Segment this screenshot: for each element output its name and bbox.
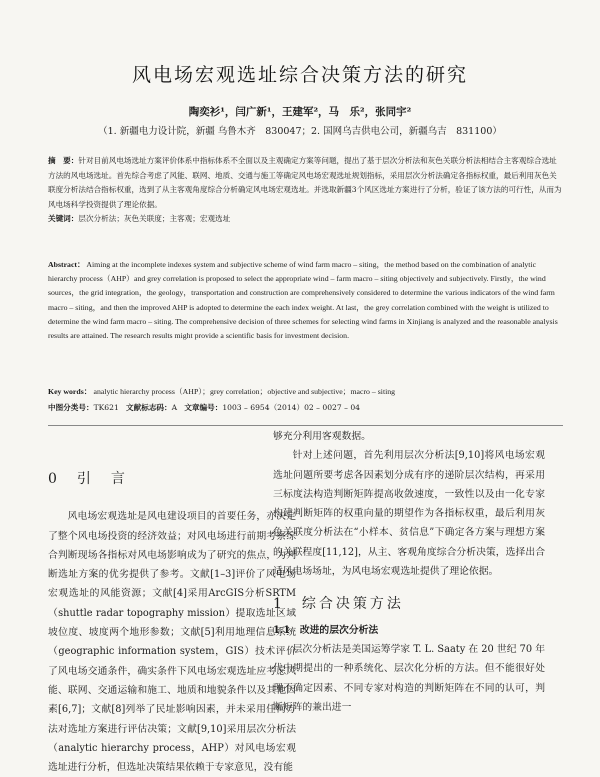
paragraph: 层次分析法是美国运筹学家 T. L. Saaty 在 20 世纪 70 年代中期提出的一种系统化、层次化分析的方法。但不能很好处理不确定因素、不同专家对构造的判断矩阵在不同的认可，判断矩阵的兼出进一: [273, 643, 545, 713]
section-1-heading: 1 综合决策方法: [273, 596, 404, 613]
keywords-en: [48, 386, 563, 397]
affiliation: （1. 新疆电力设计院，新疆 乌鲁木齐 830047；2. 国网乌吉供电公司，新疆乌吉 831100）: [98, 126, 502, 137]
article-id-label: 文章编号：: [184, 403, 223, 412]
paper-title: 风电场宏观选址综合决策方法的研究: [131, 64, 468, 86]
paragraph: 够充分利用客观数据。: [273, 431, 371, 442]
abstract-en-label: Abstract：: [48, 260, 85, 269]
keywords-cn-label: 关键词：: [48, 214, 79, 224]
section-0-heading: 0 引 言: [48, 471, 128, 487]
clc-label: 中图分类号：: [48, 403, 94, 412]
paragraph: 风电场宏观选址是风电建设项目的首要任务，亦决定了整个风电场投资的经济效益；对风电场进行前期考察综合判断现场各指标对风电场影响成为了研究的焦点，为判断选址方案的优劣提供了参考。文献[1–3]评价了风电场宏观选址的风能资源；文献[4]采用ArcGIS分析SRTM（shuttle radar topography mission）提取选址区域坡位度、坡度两个地形参数；文献[5]利用地理信息系统（geographic information system，GIS）技术评价了风电场交通条件，确实条件下风电场宏观选址应考虑风能、联网、交通运输和施工、地质和地貌条件以及其他因素[6,7]；文献[8]列举了民址影响因素，并未采用任何方法对选址方案进行评估决策；文献[9,10]采用层次分析法（analytic hierarchy process，AHP）对风电场宏观选址进行分析，但选址决策结果依赖于专家意见，没有能: [48, 511, 296, 774]
classification-line: [48, 402, 563, 413]
left-column: [48, 470, 296, 777]
abstract-cn-text: 针对目前风电场选址方案评价体系中指标体系不全面以及主观确定方案等问题，提出了基于层次分析法和灰色关联分析法相结合主客观综合选址方法的风电场选址。首先综合考虑了风能、联网、地质、交通与施工等确定风电场宏观选址规划指标，采用层次分析法确定各指标权重，最后利用灰色关联度分析法结合指标权重，选到了从主客观角度综合分析确定风电场宏观选址。并选取新疆3个风区选址方案进行了分析，验证了该方法的可行性，从而为风电场科学投资提供了理论依据。: [48, 156, 562, 209]
keywords-en-label: Key words：: [48, 387, 92, 396]
keywords-cn-text: 层次分析法；灰色关联度；主客观；宏观选址: [78, 214, 231, 224]
right-column: [273, 427, 545, 717]
abstract-cn: [48, 154, 563, 227]
author-list: 陶奕衫¹，闫广新¹，王建军²，马 乐²，张同宇²: [188, 106, 412, 118]
doc-code-value: A: [171, 403, 178, 412]
clc-value: TK621: [93, 403, 119, 412]
abstract-cn-label: 摘 要：: [48, 156, 79, 165]
subsection-1-1-heading: 1.1 改进的层次分析法: [273, 624, 379, 636]
abstract-en-text: Aiming at the incomplete indexes system and subjective scheme of wind farm macro – siting，the method based on the combination of analytic hierarchy process（AHP）and grey correlation is proposed to select the appropriate wind – farm macro – siting objectively and subjectively. Firstly，the wind sources，the grid integration，the geology，transportation and construction are comprehensively considered to determine the various indicators of the wind farm macro – siting，and then the improved AHP is adopted to determine the each index weight. At last，the grey correlation combined with the weight is utilized to determine the wind farm macro – siting. The comprehensive decision of three schemes for selecting wind farms in Xinjiang is analyzed and the reasonable analysis results are attained. The research results might provide a scientific basis for investment decision.: [48, 260, 558, 341]
separator-line: [48, 425, 563, 426]
abstract-en: [48, 258, 563, 343]
doc-code-label: 文献标志码：: [126, 403, 172, 412]
article-id-value: 1003 – 6954（2014）02 – 0027 – 04: [222, 403, 361, 412]
keywords-en-text: analytic hierarchy process（AHP）；grey correlation；objective and subjective；macro – siting: [93, 387, 396, 396]
paragraph: 针对上述问题，首先利用层次分析法[9,10]将风电场宏观选址问题所要考虑各因素划分成有序的递阶层次结构，再采用三标度法构造判断矩阵提高收敛速度，一致性以及由一化专家构建判断矩阵的权重向量的期望作为各指标权重，最后利用灰色关联度分析法在“小样本、贫信息”下确定各方案与理想方案的关联程度[11,12]，从主、客观角度综合分析决策，选择出合适风电场场址，为风电场宏观选址提供了理论依据。: [273, 450, 545, 578]
